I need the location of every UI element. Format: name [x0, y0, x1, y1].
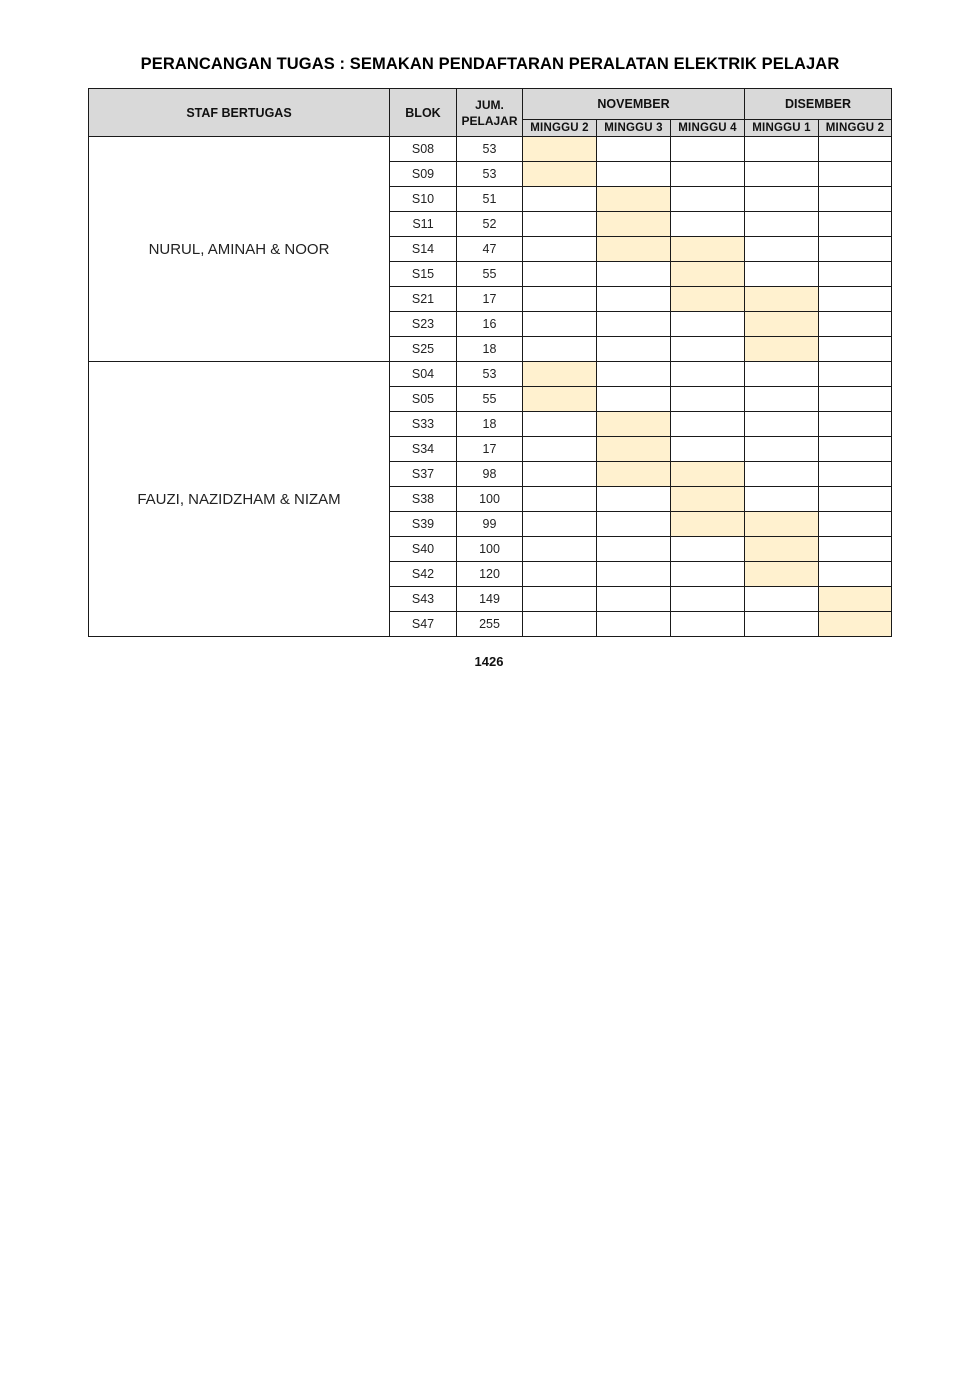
blok-cell: S38 [390, 487, 457, 512]
week-cell [745, 612, 819, 637]
week-cell [819, 387, 892, 412]
blok-cell: S37 [390, 462, 457, 487]
week-cell [523, 612, 597, 637]
week-cell-scheduled [745, 537, 819, 562]
week-cell [819, 237, 892, 262]
week-cell [671, 312, 745, 337]
table-body [89, 137, 892, 637]
week-cell [745, 587, 819, 612]
week-cell [745, 362, 819, 387]
jumlah-cell: 99 [457, 512, 523, 537]
week-cell-scheduled [671, 262, 745, 287]
week-cell [671, 337, 745, 362]
week-cell-scheduled [671, 487, 745, 512]
week-cell-scheduled [523, 387, 597, 412]
header-week: MINGGU 1 [745, 120, 819, 137]
week-cell [819, 137, 892, 162]
week-cell [671, 537, 745, 562]
jumlah-cell: 55 [457, 262, 523, 287]
week-cell [819, 162, 892, 187]
week-cell-scheduled [523, 137, 597, 162]
week-cell [819, 412, 892, 437]
jumlah-cell: 100 [457, 537, 523, 562]
blok-cell: S43 [390, 587, 457, 612]
week-cell [523, 262, 597, 287]
week-cell [819, 462, 892, 487]
week-cell [745, 437, 819, 462]
blok-cell: S14 [390, 237, 457, 262]
table-header [89, 89, 892, 137]
week-cell [819, 262, 892, 287]
week-cell [745, 162, 819, 187]
blok-cell: S10 [390, 187, 457, 212]
total-students: 1426 [474, 654, 504, 669]
jumlah-cell: 18 [457, 337, 523, 362]
jumlah-cell: 18 [457, 412, 523, 437]
week-cell [819, 362, 892, 387]
week-cell [523, 587, 597, 612]
jumlah-cell: 255 [457, 612, 523, 637]
week-cell [523, 412, 597, 437]
week-cell [523, 562, 597, 587]
week-cell [671, 562, 745, 587]
blok-cell: S08 [390, 137, 457, 162]
week-cell [745, 412, 819, 437]
week-cell [671, 437, 745, 462]
week-cell [671, 587, 745, 612]
week-cell [819, 337, 892, 362]
week-cell-scheduled [745, 562, 819, 587]
week-cell [597, 387, 671, 412]
week-cell [745, 212, 819, 237]
header-week: MINGGU 2 [523, 120, 597, 137]
jumlah-cell: 17 [457, 437, 523, 462]
week-cell [597, 512, 671, 537]
header-month-november: NOVEMBER [523, 89, 745, 120]
blok-cell: S33 [390, 412, 457, 437]
week-cell [745, 487, 819, 512]
blok-cell: S40 [390, 537, 457, 562]
week-cell-scheduled [819, 612, 892, 637]
week-cell [523, 237, 597, 262]
week-cell [523, 212, 597, 237]
week-cell [523, 537, 597, 562]
jumlah-cell: 53 [457, 362, 523, 387]
jumlah-cell: 52 [457, 212, 523, 237]
week-cell-scheduled [671, 237, 745, 262]
header-jumlah-pelajar [457, 89, 523, 137]
week-cell [671, 187, 745, 212]
week-cell [671, 362, 745, 387]
jumlah-cell: 16 [457, 312, 523, 337]
week-cell-scheduled [671, 287, 745, 312]
week-cell [597, 137, 671, 162]
week-cell-scheduled [745, 337, 819, 362]
week-cell [597, 587, 671, 612]
week-cell [745, 462, 819, 487]
week-cell [819, 437, 892, 462]
week-cell [819, 212, 892, 237]
blok-cell: S15 [390, 262, 457, 287]
week-cell [671, 212, 745, 237]
header-jumlah-line1: JUM. [475, 97, 504, 112]
week-cell-scheduled [597, 412, 671, 437]
jumlah-cell: 149 [457, 587, 523, 612]
header-month-disember: DISEMBER [745, 89, 892, 120]
jumlah-cell: 53 [457, 162, 523, 187]
week-cell [597, 287, 671, 312]
blok-cell: S47 [390, 612, 457, 637]
week-cell [597, 362, 671, 387]
week-cell [597, 337, 671, 362]
header-week: MINGGU 2 [819, 120, 892, 137]
header-week: MINGGU 3 [597, 120, 671, 137]
staff-group-cell: FAUZI, NAZIDZHAM & NIZAM [89, 362, 390, 637]
week-cell [819, 287, 892, 312]
week-cell [745, 237, 819, 262]
week-cell [671, 612, 745, 637]
blok-cell: S42 [390, 562, 457, 587]
week-cell [745, 137, 819, 162]
blok-cell: S34 [390, 437, 457, 462]
week-cell [523, 462, 597, 487]
blok-cell: S04 [390, 362, 457, 387]
week-cell [597, 487, 671, 512]
header-blok: BLOK [390, 89, 457, 137]
week-cell-scheduled [597, 462, 671, 487]
week-cell-scheduled [819, 587, 892, 612]
jumlah-cell: 55 [457, 387, 523, 412]
blok-cell: S11 [390, 212, 457, 237]
page-title: PERANCANGAN TUGAS : SEMAKAN PENDAFTARAN PERALATAN ELEKTRIK PELAJAR [140, 55, 840, 73]
jumlah-cell: 53 [457, 137, 523, 162]
week-cell-scheduled [745, 287, 819, 312]
week-cell [597, 312, 671, 337]
jumlah-cell: 51 [457, 187, 523, 212]
week-cell-scheduled [597, 237, 671, 262]
week-cell [745, 187, 819, 212]
week-cell [523, 287, 597, 312]
jumlah-cell: 98 [457, 462, 523, 487]
week-cell [819, 487, 892, 512]
jumlah-cell: 47 [457, 237, 523, 262]
week-cell [523, 187, 597, 212]
week-cell [523, 512, 597, 537]
header-week: MINGGU 4 [671, 120, 745, 137]
header-jumlah-line2: PELAJAR [461, 113, 518, 128]
week-cell [523, 437, 597, 462]
jumlah-cell: 17 [457, 287, 523, 312]
week-cell-scheduled [523, 362, 597, 387]
week-cell [597, 262, 671, 287]
week-cell [745, 387, 819, 412]
week-cell [819, 512, 892, 537]
week-cell [819, 312, 892, 337]
blok-cell: S05 [390, 387, 457, 412]
blok-cell: S09 [390, 162, 457, 187]
week-cell-scheduled [523, 162, 597, 187]
header-staff: STAF BERTUGAS [89, 89, 390, 137]
week-cell [671, 412, 745, 437]
week-cell [597, 612, 671, 637]
week-cell [819, 562, 892, 587]
week-cell-scheduled [671, 462, 745, 487]
week-cell-scheduled [745, 512, 819, 537]
week-cell-scheduled [597, 437, 671, 462]
jumlah-cell: 100 [457, 487, 523, 512]
week-cell [523, 312, 597, 337]
week-cell [671, 137, 745, 162]
week-cell-scheduled [597, 212, 671, 237]
week-cell-scheduled [671, 512, 745, 537]
week-cell [523, 487, 597, 512]
week-cell-scheduled [597, 187, 671, 212]
week-cell [819, 187, 892, 212]
schedule-table [88, 88, 892, 637]
week-cell [671, 387, 745, 412]
week-cell [523, 337, 597, 362]
blok-cell: S39 [390, 512, 457, 537]
week-cell [597, 162, 671, 187]
jumlah-cell: 120 [457, 562, 523, 587]
blok-cell: S25 [390, 337, 457, 362]
blok-cell: S23 [390, 312, 457, 337]
week-cell-scheduled [745, 312, 819, 337]
week-cell [745, 262, 819, 287]
table-row [89, 137, 892, 162]
week-cell [597, 562, 671, 587]
week-cell [597, 537, 671, 562]
week-cell [671, 162, 745, 187]
table-row [89, 362, 892, 387]
week-cell [819, 537, 892, 562]
staff-group-cell: NURUL, AMINAH & NOOR [89, 137, 390, 362]
blok-cell: S21 [390, 287, 457, 312]
